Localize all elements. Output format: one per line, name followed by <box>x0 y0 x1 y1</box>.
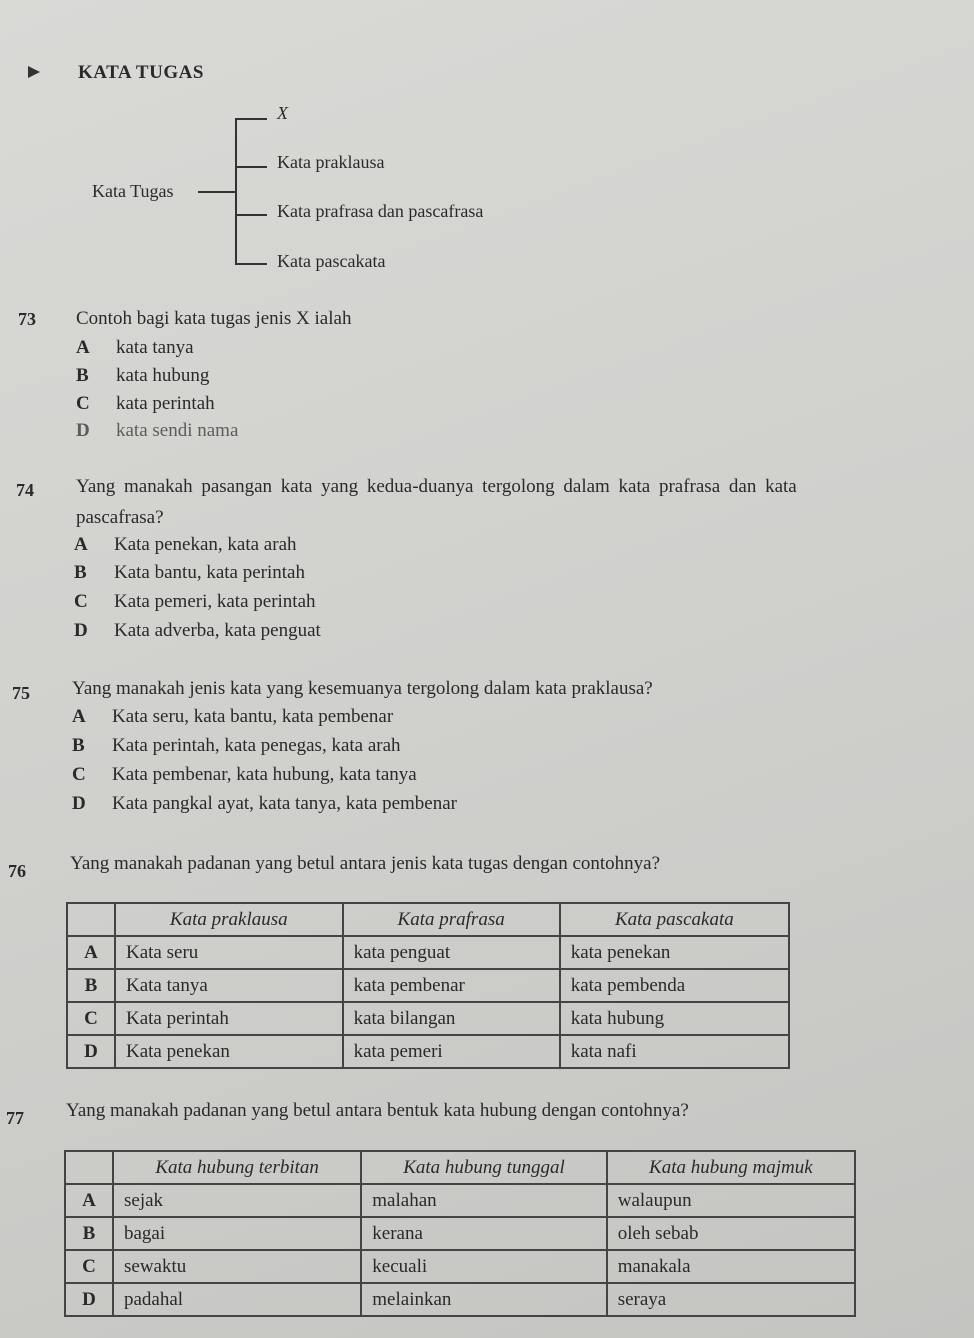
column-header: Kata praklausa <box>115 903 343 936</box>
option-text: kata perintah <box>116 393 215 414</box>
table-cell: kata pemeri <box>343 1035 560 1068</box>
row-letter: D <box>65 1283 113 1316</box>
option-text: kata tanya <box>116 337 194 358</box>
table-cell: bagai <box>113 1217 361 1250</box>
row-letter: C <box>67 1002 115 1035</box>
option-c[interactable] <box>76 393 215 415</box>
table-row[interactable] <box>65 1250 855 1283</box>
option-text: kata sendi nama <box>116 420 239 441</box>
option-letter: B <box>76 365 89 386</box>
option-letter: A <box>74 534 88 555</box>
diagram-branch-label: Kata prafrasa dan pascafrasa <box>277 201 484 221</box>
table-cell: kata pembenda <box>560 969 789 1002</box>
option-text: Kata pangkal ayat, kata tanya, kata pembenar <box>112 793 457 814</box>
table-cell: Kata perintah <box>115 1002 343 1035</box>
column-header: Kata prafrasa <box>343 903 560 936</box>
option-b[interactable] <box>76 365 209 387</box>
table-row[interactable] <box>65 1184 855 1217</box>
option-a[interactable] <box>74 534 297 556</box>
table-cell: malahan <box>361 1184 606 1217</box>
option-d[interactable] <box>76 420 238 442</box>
option-a[interactable] <box>76 337 194 359</box>
question-number: 75 <box>12 683 30 703</box>
column-header: Kata hubung tunggal <box>361 1151 606 1184</box>
diagram-branch-label: Kata pascakata <box>277 251 386 271</box>
question-text: pascafrasa? <box>76 507 164 528</box>
answer-table <box>64 1150 856 1317</box>
table-corner <box>67 903 115 936</box>
question-number: 73 <box>18 309 36 329</box>
option-letter: B <box>74 562 87 583</box>
option-text: Kata perintah, kata penegas, kata arah <box>112 735 401 756</box>
table-cell: kecuali <box>361 1250 606 1283</box>
option-d[interactable] <box>74 620 321 642</box>
table-cell: melainkan <box>361 1283 606 1316</box>
table-header-row <box>65 1151 855 1184</box>
table-cell: sewaktu <box>113 1250 361 1283</box>
option-text: Kata pemeri, kata perintah <box>114 591 316 612</box>
question-text: Yang manakah padanan yang betul antara bentuk kata hubung dengan contohnya? <box>66 1100 689 1121</box>
option-b[interactable] <box>74 562 305 584</box>
option-b[interactable] <box>72 735 401 757</box>
table-cell: kata penekan <box>560 936 789 969</box>
question-number: 77 <box>6 1108 24 1128</box>
option-letter: D <box>72 793 86 814</box>
table-cell: manakala <box>607 1250 855 1283</box>
option-letter: D <box>74 620 88 641</box>
option-c[interactable] <box>74 591 316 613</box>
diagram-branch <box>235 214 267 216</box>
option-text: kata hubung <box>116 365 210 386</box>
option-a[interactable] <box>72 706 393 728</box>
table-cell: kata bilangan <box>343 1002 560 1035</box>
table-cell: sejak <box>113 1184 361 1217</box>
section-arrow-icon <box>28 66 40 78</box>
column-header: Kata hubung majmuk <box>607 1151 855 1184</box>
diagram-branch-x: X <box>277 103 288 123</box>
option-letter: D <box>76 420 90 441</box>
row-letter: D <box>67 1035 115 1068</box>
table-cell: Kata penekan <box>115 1035 343 1068</box>
option-text: Kata seru, kata bantu, kata pembenar <box>112 706 394 727</box>
option-letter: C <box>72 764 86 785</box>
table-cell: padahal <box>113 1283 361 1316</box>
table-corner <box>65 1151 113 1184</box>
diagram-trunk <box>235 118 237 264</box>
table-cell: kata pembenar <box>343 969 560 1002</box>
table-cell: seraya <box>607 1283 855 1316</box>
column-header: Kata pascakata <box>560 903 789 936</box>
table-cell: kerana <box>361 1217 606 1250</box>
table-cell: kata nafi <box>560 1035 789 1068</box>
table-row[interactable] <box>67 936 789 969</box>
row-letter: B <box>65 1217 113 1250</box>
option-text: Kata pembenar, kata hubung, kata tanya <box>112 764 417 785</box>
table-row[interactable] <box>67 1035 789 1068</box>
question-text: Yang manakah jenis kata yang kesemuanya tergolong dalam kata praklausa? <box>72 678 653 699</box>
table-row[interactable] <box>65 1283 855 1316</box>
column-header: Kata hubung terbitan <box>113 1151 361 1184</box>
question-text: Yang manakah padanan yang betul antara jenis kata tugas dengan contohnya? <box>70 853 661 874</box>
option-letter: C <box>74 591 88 612</box>
table-cell: Kata tanya <box>115 969 343 1002</box>
diagram-branch <box>235 118 267 120</box>
option-text: Kata penekan, kata arah <box>114 534 297 555</box>
table-cell: Kata seru <box>115 936 343 969</box>
table-cell: oleh sebab <box>607 1217 855 1250</box>
option-letter: C <box>76 393 90 414</box>
diagram-root: Kata Tugas <box>92 181 174 201</box>
diagram-branch <box>235 166 267 168</box>
option-d[interactable] <box>72 793 457 815</box>
row-letter: A <box>65 1184 113 1217</box>
section-title: KATA TUGAS <box>78 62 204 83</box>
row-letter: B <box>67 969 115 1002</box>
table-cell: kata hubung <box>560 1002 789 1035</box>
row-letter: C <box>65 1250 113 1283</box>
question-text: Yang manakah pasangan kata yang kedua-duanya tergolong dalam kata prafrasa dan kata <box>76 476 797 497</box>
table-row[interactable] <box>67 1002 789 1035</box>
option-letter: A <box>72 706 86 727</box>
table-row[interactable] <box>65 1217 855 1250</box>
diagram-branch <box>235 263 267 265</box>
table-row[interactable] <box>67 969 789 1002</box>
option-letter: A <box>76 337 90 358</box>
option-text: Kata adverba, kata penguat <box>114 620 321 641</box>
option-c[interactable] <box>72 764 417 786</box>
option-letter: B <box>72 735 85 756</box>
question-text: Contoh bagi kata tugas jenis X ialah <box>76 308 352 329</box>
diagram-connector <box>198 191 236 193</box>
diagram-branch-label: Kata praklausa <box>277 152 385 172</box>
question-number: 76 <box>8 861 26 881</box>
table-header-row <box>67 903 789 936</box>
question-number: 74 <box>16 480 34 500</box>
table-cell: kata penguat <box>343 936 560 969</box>
answer-table <box>66 902 790 1069</box>
option-text: Kata bantu, kata perintah <box>114 562 305 583</box>
row-letter: A <box>67 936 115 969</box>
table-cell: walaupun <box>607 1184 855 1217</box>
